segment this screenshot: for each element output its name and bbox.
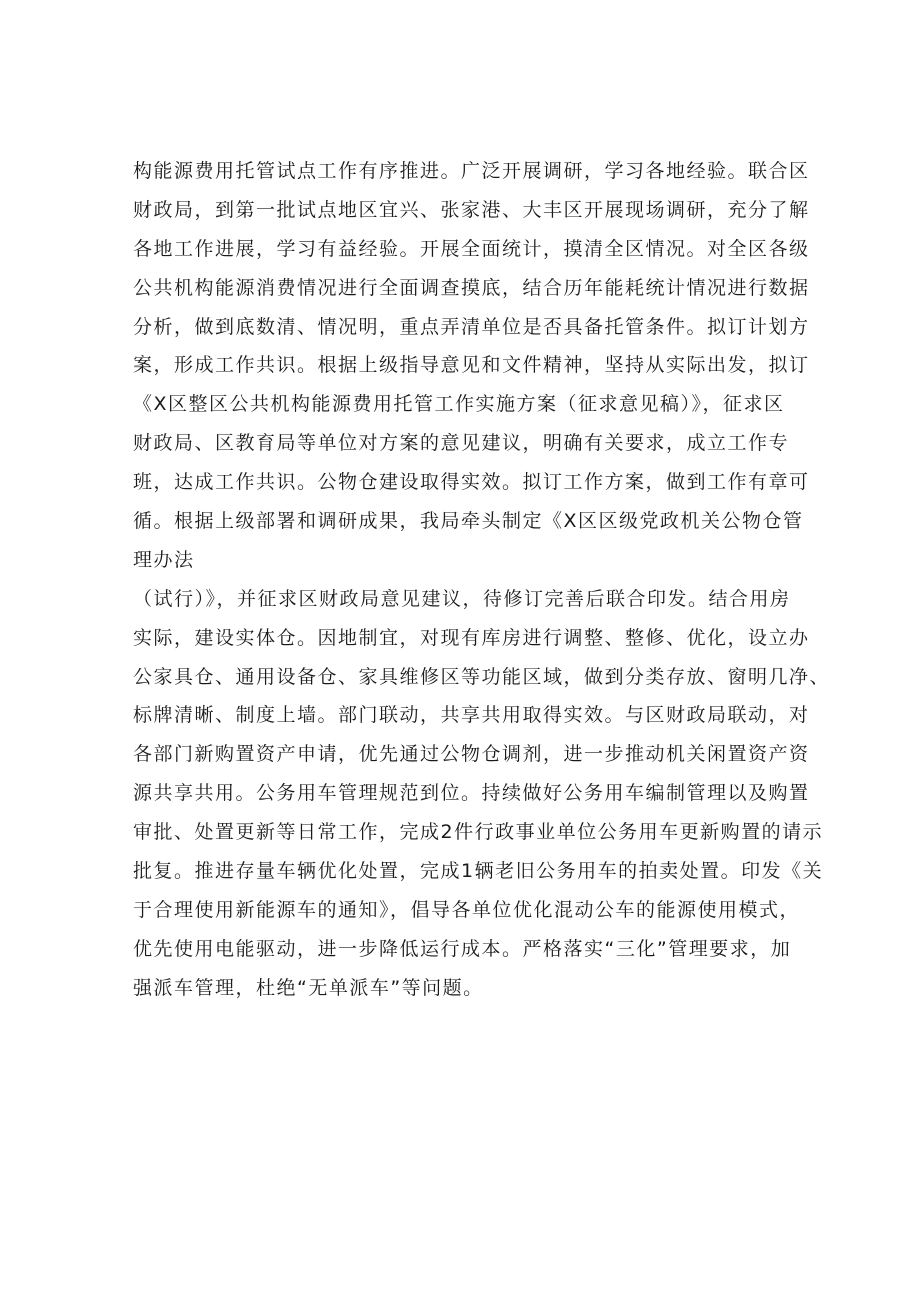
text-line: （试行）》，并征求区财政局意见建议，待修订完善后联合印发。结合用房 <box>133 587 791 610</box>
text-line: 强派车管理，杜绝“无单派车”等问题。 <box>133 976 484 999</box>
text-line: 班，达成工作共识。公物仓建设取得实效。拟订工作方案，做到工作有章可 <box>133 471 810 494</box>
text-line: 案，形成工作共识。根据上级指导意见和文件精神，坚持从实际出发，拟订 <box>133 354 810 377</box>
text-line: 审批、处置更新等日常工作，完成2件行政事业单位公务用车更新购置的请示 <box>133 821 824 844</box>
text-line: 批复。推进存量车辆优化处置，完成1辆老旧公务用车的拍卖处置。印发《关 <box>133 860 824 883</box>
text-line: 构能源费用托管试点工作有序推进。广泛开展调研，学习各地经验。联合区 <box>133 160 810 182</box>
text-line: 循。根据上级部署和调研成果，我局牵头制定《X区区级党政机关公物仓管 <box>133 510 804 533</box>
text-line: 于合理使用新能源车的通知》，倡导各单位优化混动公车的能源使用模式， <box>133 898 801 921</box>
text-line: 公家具仓、通用设备仓、家具维修区等功能区域，做到分类存放、窗明几净、 <box>133 665 831 688</box>
text-line: 《X区整区公共机构能源费用托管工作实施方案（征求意见稿）》，征求区 <box>133 393 785 416</box>
text-line: 各部门新购置资产申请，优先通过公物仓调剂，进一步推动机关闲置资产资 <box>133 743 810 766</box>
text-line: 财政局、区教育局等单位对方案的意见建议，明确有关要求，成立工作专 <box>133 432 790 455</box>
text-line: 财政局，到第一批试点地区宜兴、张家港、大丰区开展现场调研，充分了解 <box>133 198 810 221</box>
text-line: 各地工作进展，学习有益经验。开展全面统计，摸清全区情况。对全区各级 <box>133 237 810 260</box>
text-line: 源共享共用。公务用车管理规范到位。持续做好公务用车编制管理以及购置 <box>133 782 810 805</box>
text-line: 优先使用电能驱动，进一步降低运行成本。严格落实“三化”管理要求，加 <box>133 937 792 960</box>
text-line: 公共机构能源消费情况进行全面调查摸底，结合历年能耗统计情况进行数据 <box>133 276 810 299</box>
text-line: 理办法 <box>133 548 195 571</box>
text-line: 实际，建设实体仓。因地制宜，对现有库房进行调整、整修、优化，设立办 <box>133 626 810 649</box>
text-line: 标牌清晰、制度上墙。部门联动，共享共用取得实效。与区财政局联动，对 <box>133 704 810 727</box>
body-text <box>133 152 833 1008</box>
text-line: 分析，做到底数清、情况明，重点弄清单位是否具备托管条件。拟订计划方 <box>133 315 810 338</box>
